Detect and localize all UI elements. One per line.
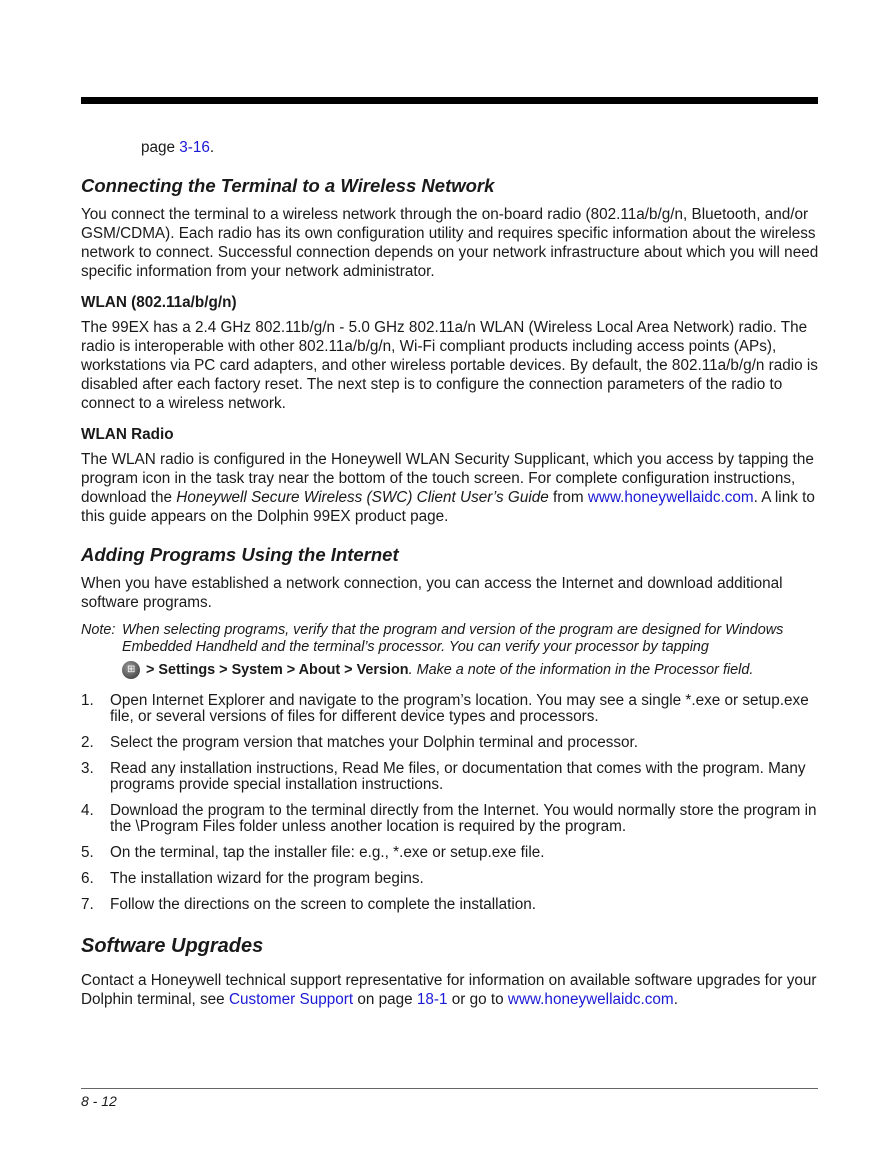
list-item	[81, 735, 821, 751]
step-number: 5.	[81, 844, 94, 861]
heading-connecting-wireless: Connecting the Terminal to a Wireless Network	[81, 175, 495, 196]
heading-wlan-radio: WLAN Radio	[81, 426, 174, 443]
windows-start-icon: ⊞	[122, 661, 140, 679]
list-item	[81, 871, 821, 887]
page-number: 8 - 12	[81, 1093, 117, 1109]
step-text: Read any installation instructions, Read Me files, or documentation that comes with the program. Many programs provide special installation instructions.	[110, 760, 806, 793]
wlan-radio-text-c: . A link to this guide appears on the Dolphin 99EX product page.	[81, 489, 815, 525]
step-text: The installation wizard for the program begins.	[110, 870, 424, 887]
upgrades-text-a: Contact a Honeywell technical support representative for information on available software upgrades for your Dolphin terminal, see	[81, 972, 817, 1008]
note-label: Note:	[81, 622, 116, 638]
guide-title: Honeywell Secure Wireless (SWC) Client User’s Guide	[176, 489, 549, 506]
step-number: 1.	[81, 692, 94, 709]
paragraph-adding-programs: When you have established a network connection, you can access the Internet and download additional software programs.	[81, 575, 783, 611]
step-text: Open Internet Explorer and navigate to the program’s location. You may see a single *.exe or setup.exe file, or several versions of files for different device types and processors.	[110, 692, 809, 725]
customer-support-link[interactable]: Customer Support	[228, 991, 354, 1008]
upgrades-text-c: or go to	[447, 991, 508, 1008]
step-number: 2.	[81, 734, 94, 751]
install-steps	[81, 693, 821, 913]
page-link-3-16[interactable]: 3-16	[179, 139, 210, 156]
list-item	[81, 761, 821, 793]
upgrades-text-d: .	[673, 991, 678, 1008]
heading-software-upgrades: Software Upgrades	[81, 935, 264, 957]
note-end: . Make a note of the information in the Processor field.	[408, 661, 754, 678]
paragraph-wlan: The 99EX has a 2.4 GHz 802.11b/g/n - 5.0 GHz 802.11a/n WLAN (Wireless Local Area Network) radio. The radio is interoperable with other 802.11a/b/g/n, Wi-Fi compliant products including access points (APs), workstations via PC card adapters, and other wireless portable devices. By default, the 802.11a/b/g/n radio is disabled after each factory reset. The next step is to configure the connection parameters of the radio to connect to a wireless network.	[81, 319, 818, 412]
step-text: Select the program version that matches your Dolphin terminal and processor.	[110, 734, 639, 751]
upgrades-text-b: on page	[353, 991, 417, 1008]
list-item	[81, 803, 821, 835]
wlan-radio-text-a: The WLAN radio is configured in the Honeywell WLAN Security Supplicant, which you access by tapping the program icon in the task tray near the bottom of the touch screen. For complete configuration instructions, download the	[81, 451, 814, 506]
step-number: 6.	[81, 870, 94, 887]
wlan-radio-text-b: from	[548, 489, 588, 506]
note-text: When selecting programs, verify that the program and version of the program are designed for Windows Embedded Handheld and the terminal’s processor. You can verify your processor by tapping	[122, 622, 784, 655]
note-body	[122, 622, 821, 679]
step-number: 3.	[81, 760, 94, 777]
heading-adding-programs: Adding Programs Using the Internet	[81, 544, 399, 565]
intro-suffix: .	[209, 139, 215, 156]
heading-wlan: WLAN (802.11a/b/g/n)	[81, 294, 237, 311]
note-block	[81, 622, 821, 679]
honeywell-link-2[interactable]: www.honeywellaidc.com	[507, 991, 674, 1008]
header-rule	[81, 97, 818, 104]
continuation-line	[141, 138, 821, 157]
intro-prefix: page	[141, 139, 180, 156]
footer-rule	[81, 1088, 818, 1089]
step-text: Follow the directions on the screen to complete the installation.	[110, 896, 536, 913]
paragraph-software-upgrades	[81, 971, 821, 1009]
page-content	[81, 138, 821, 1009]
paragraph-connecting: You connect the terminal to a wireless network through the on-board radio (802.11a/b/g/n, Bluetooth, and/or GSM/CDMA). Each radio has its own configuration utility and requires specific information about the wireless network to connect. Successful connection depends on your network infrastructure about which you will need specific information from your network administrator.	[81, 206, 819, 280]
note-path: > Settings > System > About > Version	[146, 661, 409, 678]
list-item	[81, 897, 821, 913]
note-path-line	[122, 661, 821, 679]
paragraph-wlan-radio	[81, 450, 821, 526]
step-text: On the terminal, tap the installer file: e.g., *.exe or setup.exe file.	[110, 844, 545, 861]
step-number: 7.	[81, 896, 94, 913]
honeywell-link[interactable]: www.honeywellaidc.com	[587, 489, 754, 506]
list-item	[81, 693, 821, 725]
step-text: Download the program to the terminal directly from the Internet. You would normally store the program in the \Program Files folder unless another location is required by the program.	[110, 802, 817, 835]
list-item	[81, 845, 821, 861]
page-link-18-1[interactable]: 18-1	[416, 991, 448, 1008]
step-number: 4.	[81, 802, 94, 819]
